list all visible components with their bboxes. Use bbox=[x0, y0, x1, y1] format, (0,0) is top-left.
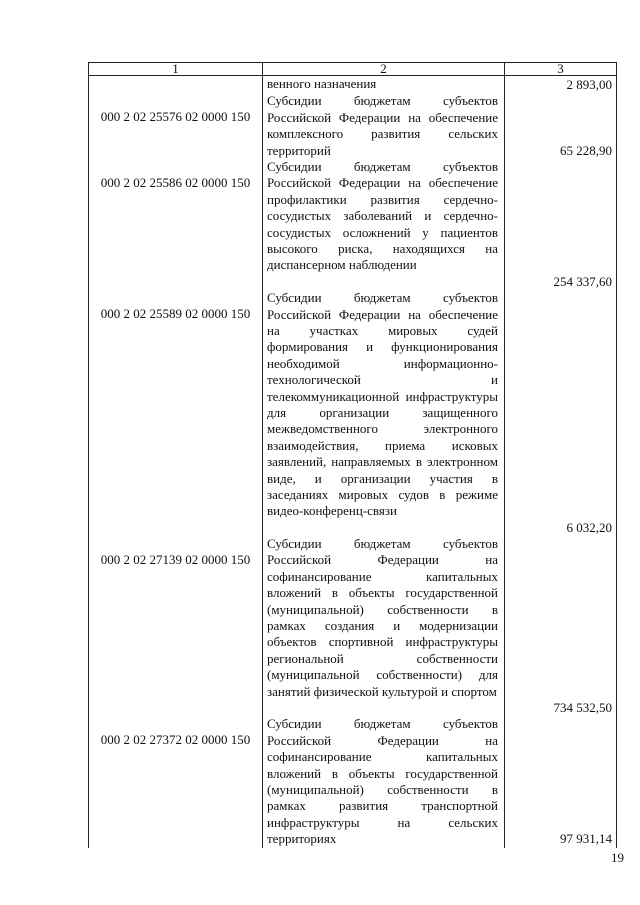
amount-value: 6 032,20 bbox=[566, 519, 612, 535]
code-cell: 000 2 02 25576 02 0000 150 bbox=[89, 93, 263, 159]
description-text: Субсидии бюджетам субъектов Российской Федерации на обеспечение комплексного развития сельских территорий bbox=[267, 93, 498, 158]
amount-cell bbox=[505, 290, 617, 536]
code-cell-empty bbox=[89, 76, 263, 94]
description-cell bbox=[263, 536, 505, 716]
description-text: Субсидии бюджетам субъектов Российской Федерации на обеспечение профилактики развития сердечно-сосудистых заболеваний и сердечно-сосудистых осложнений у пациентов высокого риска, находящихся на диспансерном наблюдении bbox=[267, 159, 498, 273]
amount-cell: 2 893,00 bbox=[505, 76, 617, 94]
column-header-3: 3 bbox=[505, 63, 617, 76]
description-text: Субсидии бюджетам субъектов Российской Федерации на обеспечение на участках мировых судей формирования и функционирования необходимой информационно-технологической и телекоммуникационной инфраструктуры для организации защищенного межведомственного электронного взаимодействия, приема исковых заявлений, направляемых в электронном виде, и организации участия в заседаниях мировых судов в режиме видео-конференц-связи bbox=[267, 290, 498, 519]
description-cell bbox=[263, 76, 505, 94]
column-header-2: 2 bbox=[263, 63, 505, 76]
amount-value: 97 931,14 bbox=[560, 831, 612, 847]
description-cell bbox=[263, 290, 505, 536]
description-text: Субсидии бюджетам субъектов Российской Федерации на софинансирование капитальных вложений в объекты государственной (муниципальной) собственности в рамках развития транспортной инфраструктуры на сельских территориях bbox=[267, 716, 498, 847]
amount-cell bbox=[505, 159, 617, 290]
description-cell bbox=[263, 159, 505, 290]
header-row bbox=[89, 63, 617, 76]
page-number: 19 bbox=[611, 850, 624, 865]
code-cell: 000 2 02 27372 02 0000 150 bbox=[89, 716, 263, 847]
amount-cell bbox=[505, 716, 617, 847]
amount-value: 254 337,60 bbox=[553, 273, 612, 289]
amount-value: 65 228,90 bbox=[560, 142, 612, 158]
budget-table bbox=[88, 62, 617, 848]
amount-value: 734 532,50 bbox=[553, 699, 612, 715]
description-text: Субсидии бюджетам субъектов Российской Федерации на софинансирование капитальных вложений в объекты государственной (муниципальной) собственности в рамках создания и модернизации объектов спортивной инфраструктуры региональной собственности (муниципальной собственности) для занятий физической культурой и спортом bbox=[267, 536, 498, 699]
column-header-1: 1 bbox=[89, 63, 263, 76]
table-row bbox=[89, 536, 617, 716]
code-cell: 000 2 02 27139 02 0000 150 bbox=[89, 536, 263, 716]
code-cell: 000 2 02 25589 02 0000 150 bbox=[89, 290, 263, 536]
table-row bbox=[89, 93, 617, 159]
table-row-continuation bbox=[89, 76, 617, 94]
description-cell bbox=[263, 716, 505, 847]
table-row bbox=[89, 716, 617, 847]
table-row bbox=[89, 290, 617, 536]
description-text: венного назначения bbox=[267, 76, 377, 91]
code-cell: 000 2 02 25586 02 0000 150 bbox=[89, 159, 263, 290]
table-row bbox=[89, 159, 617, 290]
description-cell bbox=[263, 93, 505, 159]
amount-cell bbox=[505, 536, 617, 716]
amount-cell bbox=[505, 93, 617, 159]
